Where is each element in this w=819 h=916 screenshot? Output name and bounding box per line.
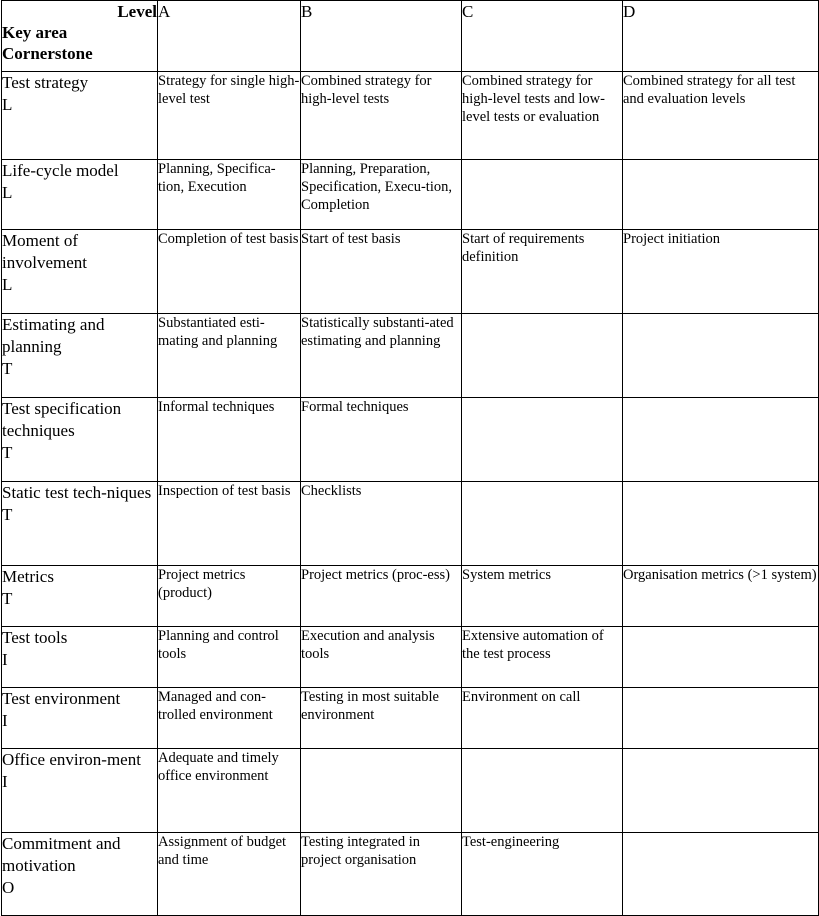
level-a-header: A [158,1,301,72]
key-area-cell [2,160,158,230]
key-area-name: Test strategy [2,73,89,92]
key-area-name: Test specification techniques [2,399,122,440]
level-a-cell: Informal techniques [158,398,301,482]
cornerstone-code: T [2,589,13,608]
table-row [2,833,819,916]
level-d-cell [623,482,819,566]
level-a-cell: Planning, Specifica-tion, Execution [158,160,301,230]
level-b-cell: Statistically substanti-ated estimating and planning [301,314,462,398]
table-row [2,160,819,230]
key-area-cell [2,833,158,916]
level-b-cell: Testing in most suitable environment [301,688,462,749]
level-b-header: B [301,1,462,72]
level-d-cell [623,398,819,482]
level-c-cell [462,160,623,230]
level-c-header: C [462,1,623,72]
level-c-cell: System metrics [462,566,623,627]
cornerstone-code: L [2,95,13,114]
level-d-cell: Project initiation [623,230,819,314]
level-d-cell [623,314,819,398]
level-c-cell [462,749,623,833]
level-a-cell: Inspection of test basis [158,482,301,566]
level-b-cell: Testing integrated in project organisation [301,833,462,916]
level-c-cell [462,482,623,566]
cornerstone-code: I [2,772,8,791]
cornerstone-code: T [2,443,13,462]
key-area-name: Metrics [2,567,54,586]
header-row [2,1,819,72]
level-b-cell: Project metrics (proc-ess) [301,566,462,627]
key-area-name: Test tools [2,628,68,647]
level-b-cell: Execution and analysis tools [301,627,462,688]
level-c-cell: Test-engineering [462,833,623,916]
level-b-cell [301,749,462,833]
level-b-cell: Combined strategy for high-level tests [301,72,462,160]
cornerstone-code: L [2,183,13,202]
level-d-cell: Organisation metrics (>1 system) [623,566,819,627]
level-d-cell [623,160,819,230]
level-d-cell: Combined strategy for all test and evaluation levels [623,72,819,160]
level-d-cell [623,833,819,916]
cornerstone-code: T [2,505,13,524]
key-area-name: Moment of involvement [2,231,87,272]
level-c-cell: Combined strategy for high-level tests and low-level tests or evaluation [462,72,623,160]
level-d-header: D [623,1,819,72]
key-area-cell [2,749,158,833]
key-area-name: Office environ-ment [2,750,141,769]
key-area-name: Estimating and planning [2,315,105,356]
level-b-cell: Formal techniques [301,398,462,482]
level-b-cell: Start of test basis [301,230,462,314]
table-row [2,688,819,749]
key-area-cell [2,314,158,398]
key-area-name: Life-cycle model [2,161,119,180]
level-a-cell: Substantiated esti-mating and planning [158,314,301,398]
table-row [2,749,819,833]
table-row [2,72,819,160]
table-row [2,566,819,627]
level-a-cell: Strategy for single high-level test [158,72,301,160]
key-area-header-label: Key area [2,23,68,42]
table-row [2,627,819,688]
level-a-cell: Adequate and timely office environment [158,749,301,833]
level-c-cell [462,314,623,398]
level-c-cell: Extensive automation of the test process [462,627,623,688]
table-row [2,482,819,566]
level-a-cell: Completion of test basis [158,230,301,314]
table-row [2,314,819,398]
key-area-name: Commitment and motivation [2,834,121,875]
key-area-cell [2,627,158,688]
level-a-cell: Assignment of budget and time [158,833,301,916]
cornerstone-code: L [2,275,13,294]
cornerstone-code: I [2,650,8,669]
level-c-cell: Start of requirements definition [462,230,623,314]
key-area-cell [2,230,158,314]
key-area-cell [2,72,158,160]
table-row [2,398,819,482]
key-area-name: Test environment [2,689,121,708]
level-b-cell: Planning, Preparation, Specification, Execu-tion, Completion [301,160,462,230]
cornerstone-code: T [2,359,13,378]
key-area-cell [2,398,158,482]
header-corner-cell [2,1,158,72]
key-area-name: Static test tech-niques [2,483,152,502]
level-d-cell [623,749,819,833]
level-c-cell: Environment on call [462,688,623,749]
level-a-cell: Planning and control tools [158,627,301,688]
level-a-cell: Managed and con-trolled environment [158,688,301,749]
cornerstone-code: O [2,878,15,897]
maturity-matrix-table [1,0,819,916]
level-header-label: Level [117,2,157,21]
table-row [2,230,819,314]
level-b-cell: Checklists [301,482,462,566]
level-a-cell: Project metrics (product) [158,566,301,627]
key-area-cell [2,482,158,566]
level-d-cell [623,627,819,688]
level-d-cell [623,688,819,749]
key-area-cell [2,566,158,627]
key-area-cell [2,688,158,749]
cornerstone-header-label: Cornerstone [2,44,93,63]
level-c-cell [462,398,623,482]
cornerstone-code: I [2,711,8,730]
